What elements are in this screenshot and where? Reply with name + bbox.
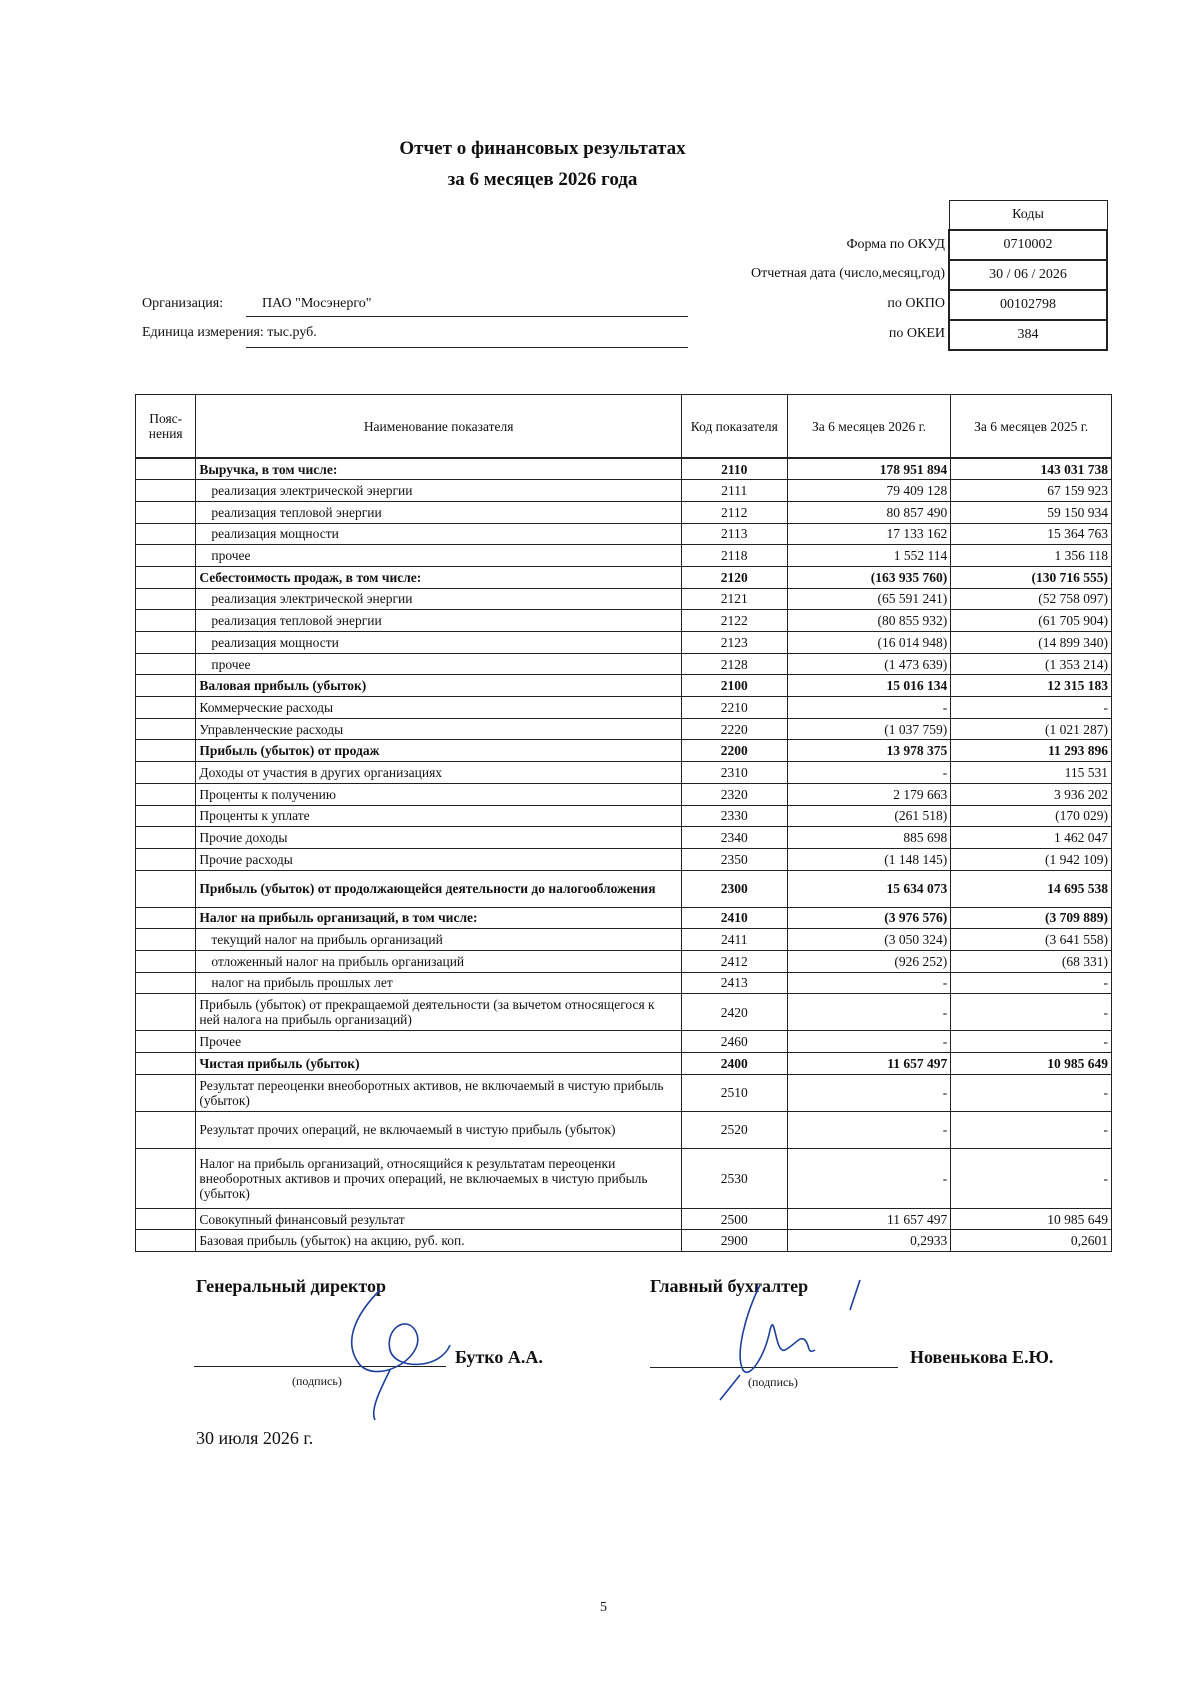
row-note-cell xyxy=(136,632,196,654)
table-row xyxy=(136,632,1112,654)
table-row xyxy=(136,675,1112,697)
row-note-cell xyxy=(136,870,196,907)
row-value-2026-cell: - xyxy=(787,762,951,784)
row-note-cell xyxy=(136,566,196,588)
code-label-okei: по ОКЕИ xyxy=(888,326,945,341)
row-value-2025-cell: - xyxy=(951,972,1112,994)
row-value-2025-cell: (52 758 097) xyxy=(951,588,1112,610)
accountant-name: Новенькова Е.Ю. xyxy=(910,1347,1054,1367)
row-code-cell: 2122 xyxy=(681,610,787,632)
row-name-cell: Прибыль (убыток) от прекращаемой деятельности (за вычетом относящегося к ней налога на прибыль организаций) xyxy=(196,994,681,1031)
table-row xyxy=(136,610,1112,632)
row-code-cell: 2413 xyxy=(681,972,787,994)
row-value-2026-cell: (1 148 145) xyxy=(787,848,951,870)
row-name-cell: налог на прибыль прошлых лет xyxy=(196,972,681,994)
code-okud: 0710002 xyxy=(949,230,1107,260)
row-value-2025-cell: 143 031 738 xyxy=(951,458,1112,480)
report-period: за 6 месяцев 2026 года xyxy=(447,169,638,190)
report-title: Отчет о финансовых результатах xyxy=(399,138,686,159)
row-value-2025-cell: (61 705 904) xyxy=(951,610,1112,632)
row-value-2026-cell: - xyxy=(787,1148,951,1208)
row-note-cell xyxy=(136,501,196,523)
row-note-cell xyxy=(136,805,196,827)
table-row xyxy=(136,458,1112,480)
row-value-2025-cell: 1 356 118 xyxy=(951,545,1112,567)
row-value-2026-cell: - xyxy=(787,1074,951,1111)
row-name-cell: Совокупный финансовый результат xyxy=(196,1208,681,1230)
row-value-2025-cell: - xyxy=(951,1111,1112,1148)
row-value-2025-cell: 1 462 047 xyxy=(951,827,1112,849)
row-value-2025-cell: 59 150 934 xyxy=(951,501,1112,523)
row-code-cell: 2500 xyxy=(681,1208,787,1230)
row-code-cell: 2350 xyxy=(681,848,787,870)
row-note-cell xyxy=(136,458,196,480)
table-row xyxy=(136,697,1112,719)
row-note-cell xyxy=(136,675,196,697)
table-row xyxy=(136,718,1112,740)
code-okei: 384 xyxy=(949,320,1107,350)
row-name-cell: Выручка, в том числе: xyxy=(196,458,681,480)
table-row xyxy=(136,870,1112,907)
row-note-cell xyxy=(136,480,196,502)
report-date: 30 июля 2026 г. xyxy=(196,1428,314,1448)
row-code-cell: 2210 xyxy=(681,697,787,719)
row-value-2026-cell: (163 935 760) xyxy=(787,566,951,588)
row-note-cell xyxy=(136,1111,196,1148)
row-name-cell: Результат переоценки внеоборотных активов, не включаемый в чистую прибыль (убыток) xyxy=(196,1074,681,1111)
table-row xyxy=(136,762,1112,784)
row-value-2025-cell: (1 021 287) xyxy=(951,718,1112,740)
table-row xyxy=(136,523,1112,545)
table-row xyxy=(136,848,1112,870)
row-code-cell: 2113 xyxy=(681,523,787,545)
row-value-2025-cell: - xyxy=(951,994,1112,1031)
row-note-cell xyxy=(136,907,196,929)
row-code-cell: 2420 xyxy=(681,994,787,1031)
row-code-cell: 2320 xyxy=(681,783,787,805)
table-row xyxy=(136,929,1112,951)
row-value-2025-cell: (170 029) xyxy=(951,805,1112,827)
row-code-cell: 2340 xyxy=(681,827,787,849)
row-value-2026-cell: 0,2933 xyxy=(787,1230,951,1252)
table-row xyxy=(136,805,1112,827)
codes-table xyxy=(948,200,1108,351)
table-row xyxy=(136,1208,1112,1230)
row-note-cell xyxy=(136,523,196,545)
accountant-signature xyxy=(715,1275,875,1405)
row-note-cell xyxy=(136,718,196,740)
table-row xyxy=(136,827,1112,849)
organization-name: ПАО "Мосэнерго" xyxy=(262,296,372,311)
row-value-2025-cell: (68 331) xyxy=(951,950,1112,972)
table-row xyxy=(136,1074,1112,1111)
row-value-2025-cell: 10 985 649 xyxy=(951,1053,1112,1075)
table-row xyxy=(136,1111,1112,1148)
table-row xyxy=(136,588,1112,610)
row-code-cell: 2310 xyxy=(681,762,787,784)
row-value-2026-cell: - xyxy=(787,697,951,719)
header-2025: За 6 месяцев 2025 г. xyxy=(951,395,1112,459)
row-value-2025-cell: 14 695 538 xyxy=(951,870,1112,907)
header-2026: За 6 месяцев 2026 г. xyxy=(787,395,951,459)
row-value-2025-cell: 115 531 xyxy=(951,762,1112,784)
table-row xyxy=(136,1148,1112,1208)
table-row xyxy=(136,972,1112,994)
row-value-2025-cell: (3 641 558) xyxy=(951,929,1112,951)
row-value-2026-cell: 1 552 114 xyxy=(787,545,951,567)
row-value-2026-cell: 80 857 490 xyxy=(787,501,951,523)
row-name-cell: реализация мощности xyxy=(196,523,681,545)
table-row xyxy=(136,740,1112,762)
table-row xyxy=(136,566,1112,588)
row-value-2025-cell: (14 899 340) xyxy=(951,632,1112,654)
row-value-2026-cell: (1 037 759) xyxy=(787,718,951,740)
table-body xyxy=(136,458,1112,1252)
row-value-2025-cell: - xyxy=(951,1148,1112,1208)
row-code-cell: 2110 xyxy=(681,458,787,480)
row-code-cell: 2412 xyxy=(681,950,787,972)
row-code-cell: 2111 xyxy=(681,480,787,502)
row-note-cell xyxy=(136,762,196,784)
row-code-cell: 2530 xyxy=(681,1148,787,1208)
row-note-cell xyxy=(136,994,196,1031)
table-row xyxy=(136,653,1112,675)
row-note-cell xyxy=(136,1053,196,1075)
row-code-cell: 2128 xyxy=(681,653,787,675)
row-name-cell: реализация мощности xyxy=(196,632,681,654)
row-value-2026-cell: 13 978 375 xyxy=(787,740,951,762)
row-code-cell: 2123 xyxy=(681,632,787,654)
row-code-cell: 2121 xyxy=(681,588,787,610)
row-value-2026-cell: 178 951 894 xyxy=(787,458,951,480)
row-value-2026-cell: (65 591 241) xyxy=(787,588,951,610)
row-note-cell xyxy=(136,1074,196,1111)
table-row xyxy=(136,994,1112,1031)
row-note-cell xyxy=(136,653,196,675)
row-value-2026-cell: (1 473 639) xyxy=(787,653,951,675)
row-value-2025-cell: 12 315 183 xyxy=(951,675,1112,697)
row-name-cell: Чистая прибыль (убыток) xyxy=(196,1053,681,1075)
row-name-cell: Прочие расходы xyxy=(196,848,681,870)
row-value-2025-cell: 11 293 896 xyxy=(951,740,1112,762)
row-name-cell: отложенный налог на прибыль организаций xyxy=(196,950,681,972)
row-value-2026-cell: (3 976 576) xyxy=(787,907,951,929)
row-value-2026-cell: (80 855 932) xyxy=(787,610,951,632)
row-name-cell: Прибыль (убыток) от продаж xyxy=(196,740,681,762)
row-value-2026-cell: - xyxy=(787,972,951,994)
code-label-date: Отчетная дата (число,месяц,год) xyxy=(751,266,945,281)
row-code-cell: 2100 xyxy=(681,675,787,697)
row-name-cell: реализация тепловой энергии xyxy=(196,501,681,523)
row-name-cell: Проценты к получению xyxy=(196,783,681,805)
row-name-cell: прочее xyxy=(196,653,681,675)
row-name-cell: Валовая прибыль (убыток) xyxy=(196,675,681,697)
director-name: Бутко А.А. xyxy=(455,1347,543,1367)
row-note-cell xyxy=(136,697,196,719)
row-code-cell: 2460 xyxy=(681,1031,787,1053)
organization-underline xyxy=(246,316,688,317)
row-note-cell xyxy=(136,827,196,849)
row-note-cell xyxy=(136,610,196,632)
row-name-cell: Себестоимость продаж, в том числе: xyxy=(196,566,681,588)
row-note-cell xyxy=(136,972,196,994)
row-code-cell: 2411 xyxy=(681,929,787,951)
financial-results-table xyxy=(135,394,1112,1252)
header-code: Код показателя xyxy=(681,395,787,459)
row-value-2026-cell: 79 409 128 xyxy=(787,480,951,502)
row-name-cell: Результат прочих операций, не включаемый в чистую прибыль (убыток) xyxy=(196,1111,681,1148)
row-name-cell: реализация тепловой энергии xyxy=(196,610,681,632)
table-row xyxy=(136,1230,1112,1252)
row-note-cell xyxy=(136,1230,196,1252)
row-name-cell: реализация электрической энергии xyxy=(196,480,681,502)
row-value-2025-cell: 0,2601 xyxy=(951,1230,1112,1252)
row-code-cell: 2900 xyxy=(681,1230,787,1252)
row-code-cell: 2400 xyxy=(681,1053,787,1075)
row-note-cell xyxy=(136,1031,196,1053)
row-name-cell: прочее xyxy=(196,545,681,567)
row-code-cell: 2200 xyxy=(681,740,787,762)
row-note-cell xyxy=(136,1208,196,1230)
table-row xyxy=(136,501,1112,523)
header-indicator: Наименование показателя xyxy=(196,395,681,459)
row-note-cell xyxy=(136,929,196,951)
row-value-2025-cell: - xyxy=(951,1074,1112,1111)
director-sign-caption: (подпись) xyxy=(292,1374,342,1388)
row-value-2026-cell: 11 657 497 xyxy=(787,1208,951,1230)
codes-header: Коды xyxy=(949,201,1107,231)
row-note-cell xyxy=(136,740,196,762)
page-number: 5 xyxy=(600,1600,607,1615)
row-value-2026-cell: - xyxy=(787,1031,951,1053)
organization-label: Организация: xyxy=(142,296,224,311)
row-name-cell: Управленческие расходы xyxy=(196,718,681,740)
row-value-2025-cell: 10 985 649 xyxy=(951,1208,1112,1230)
row-value-2026-cell: 15 016 134 xyxy=(787,675,951,697)
table-row xyxy=(136,783,1112,805)
row-value-2025-cell: - xyxy=(951,1031,1112,1053)
row-value-2025-cell: 3 936 202 xyxy=(951,783,1112,805)
row-note-cell xyxy=(136,1148,196,1208)
row-note-cell xyxy=(136,848,196,870)
row-value-2026-cell: 885 698 xyxy=(787,827,951,849)
row-name-cell: Прочее xyxy=(196,1031,681,1053)
row-name-cell: Коммерческие расходы xyxy=(196,697,681,719)
row-note-cell xyxy=(136,950,196,972)
row-note-cell xyxy=(136,545,196,567)
code-label-okpo: по ОКПО xyxy=(887,296,945,311)
table-row xyxy=(136,480,1112,502)
header-notes: Пояс- нения xyxy=(136,395,196,459)
row-code-cell: 2330 xyxy=(681,805,787,827)
row-value-2026-cell: 17 133 162 xyxy=(787,523,951,545)
row-code-cell: 2120 xyxy=(681,566,787,588)
code-okpo: 00102798 xyxy=(949,290,1107,320)
row-value-2026-cell: - xyxy=(787,994,951,1031)
row-value-2026-cell: 2 179 663 xyxy=(787,783,951,805)
row-value-2026-cell: 15 634 073 xyxy=(787,870,951,907)
row-value-2026-cell: - xyxy=(787,1111,951,1148)
row-code-cell: 2300 xyxy=(681,870,787,907)
row-code-cell: 2112 xyxy=(681,501,787,523)
table-row xyxy=(136,907,1112,929)
row-value-2025-cell: (1 353 214) xyxy=(951,653,1112,675)
code-label-okud: Форма по ОКУД xyxy=(846,237,945,252)
row-value-2025-cell: 67 159 923 xyxy=(951,480,1112,502)
table-row xyxy=(136,1053,1112,1075)
row-value-2026-cell: (261 518) xyxy=(787,805,951,827)
row-name-cell: Базовая прибыль (убыток) на акцию, руб. коп. xyxy=(196,1230,681,1252)
row-value-2026-cell: (926 252) xyxy=(787,950,951,972)
row-name-cell: Налог на прибыль организаций, относящийся к результатам переоценки внеоборотных активов и прочих операций, не включаемых в чистую прибыль (убыток) xyxy=(196,1148,681,1208)
row-name-cell: Прочие доходы xyxy=(196,827,681,849)
table-row xyxy=(136,1031,1112,1053)
row-note-cell xyxy=(136,588,196,610)
director-signature xyxy=(320,1270,470,1430)
unit-label: Единица измерения: тыс.руб. xyxy=(142,325,317,340)
row-code-cell: 2118 xyxy=(681,545,787,567)
row-value-2025-cell: - xyxy=(951,697,1112,719)
row-name-cell: Налог на прибыль организаций, в том числе: xyxy=(196,907,681,929)
row-code-cell: 2520 xyxy=(681,1111,787,1148)
row-code-cell: 2410 xyxy=(681,907,787,929)
row-value-2025-cell: (3 709 889) xyxy=(951,907,1112,929)
accountant-sign-caption: (подпись) xyxy=(748,1375,798,1389)
accountant-title: Главный бухгалтер xyxy=(650,1276,809,1296)
row-name-cell: Доходы от участия в других организациях xyxy=(196,762,681,784)
row-name-cell: реализация электрической энергии xyxy=(196,588,681,610)
row-note-cell xyxy=(136,783,196,805)
row-code-cell: 2510 xyxy=(681,1074,787,1111)
code-date: 30 / 06 / 2026 xyxy=(949,260,1107,290)
row-code-cell: 2220 xyxy=(681,718,787,740)
table-row xyxy=(136,950,1112,972)
row-value-2025-cell: (1 942 109) xyxy=(951,848,1112,870)
row-value-2026-cell: (16 014 948) xyxy=(787,632,951,654)
row-name-cell: Проценты к уплате xyxy=(196,805,681,827)
row-name-cell: текущий налог на прибыль организаций xyxy=(196,929,681,951)
director-title: Генеральный директор xyxy=(196,1276,386,1296)
unit-underline xyxy=(246,347,688,348)
row-value-2026-cell: 11 657 497 xyxy=(787,1053,951,1075)
row-name-cell: Прибыль (убыток) от продолжающейся деятельности до налогообложения xyxy=(196,870,681,907)
row-value-2026-cell: (3 050 324) xyxy=(787,929,951,951)
row-value-2025-cell: 15 364 763 xyxy=(951,523,1112,545)
row-value-2025-cell: (130 716 555) xyxy=(951,566,1112,588)
table-row xyxy=(136,545,1112,567)
